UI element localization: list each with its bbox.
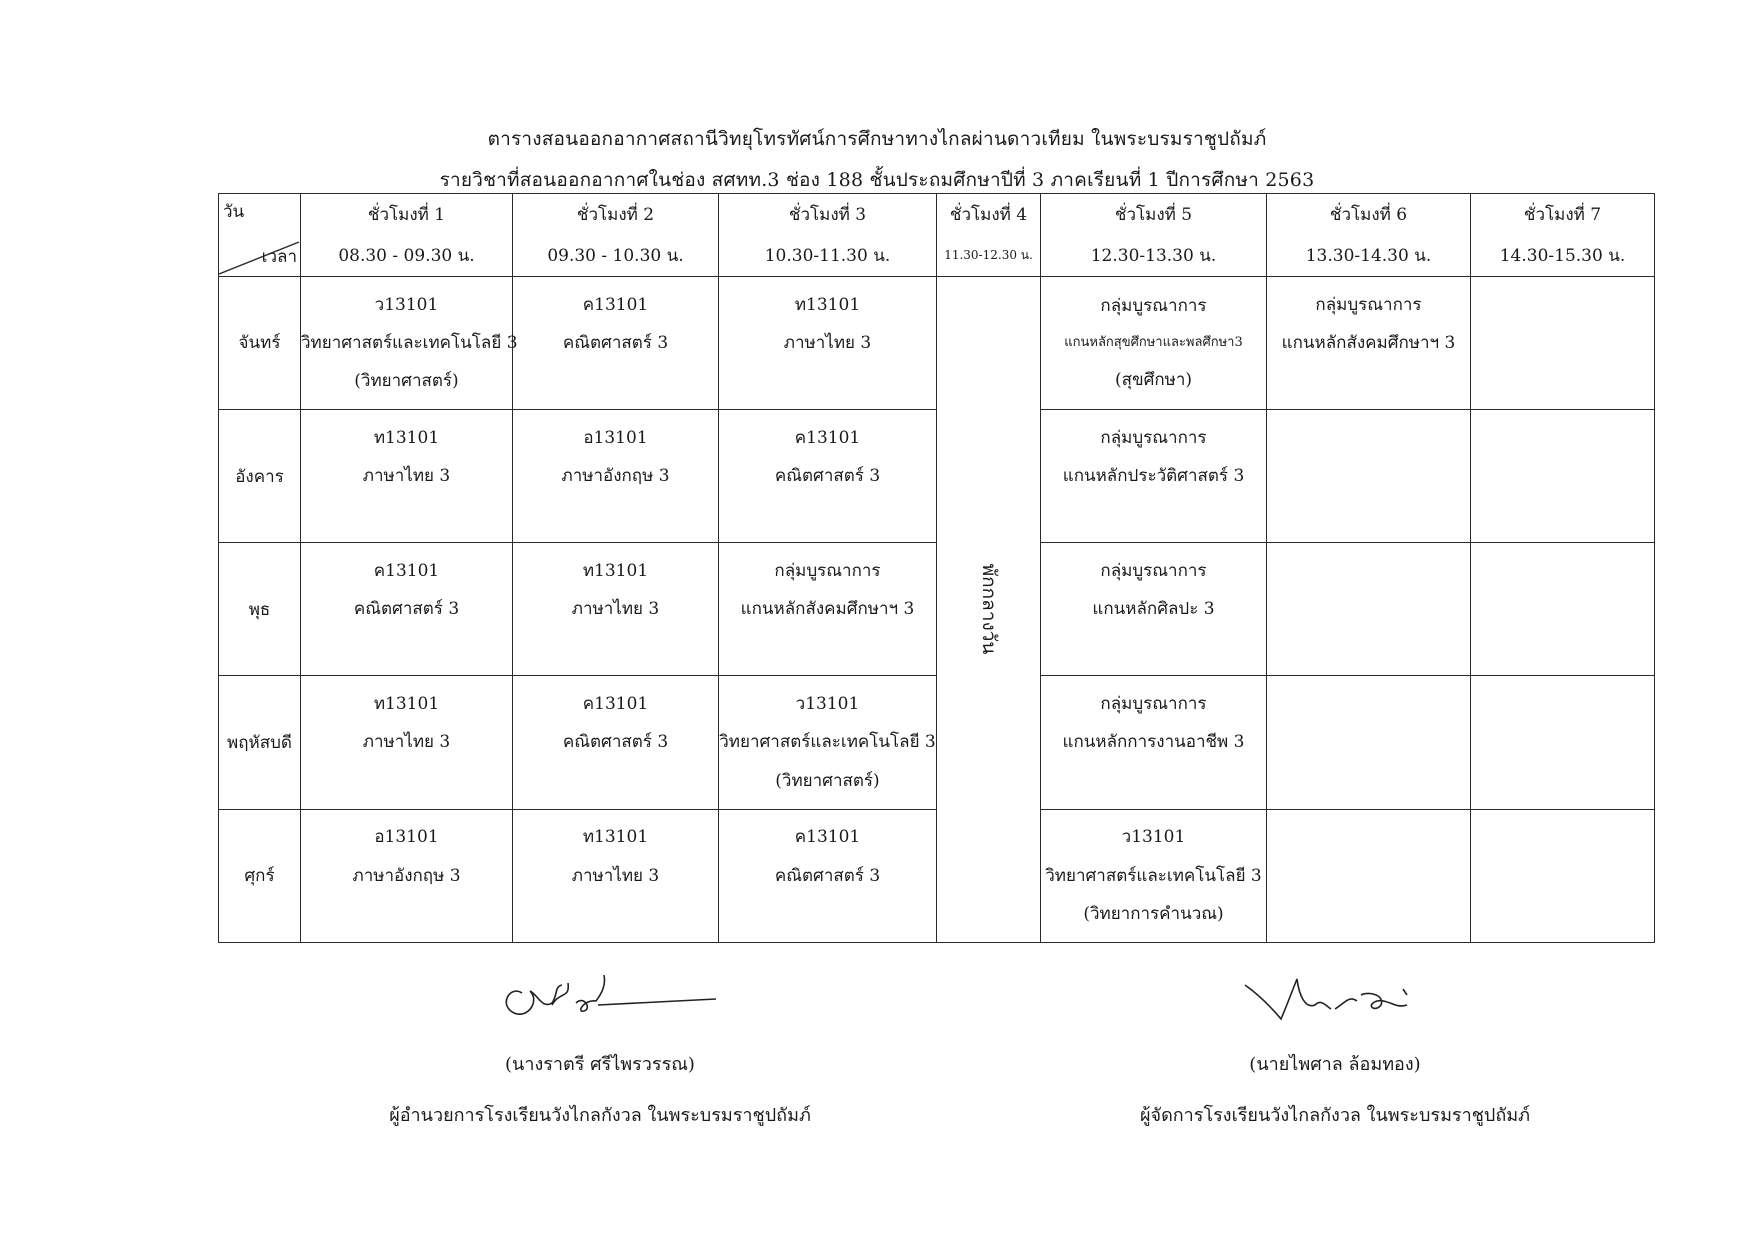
subject-name: คณิตศาสตร์ 3 — [562, 732, 669, 753]
signer-name: (นายไพศาล ล้อมทอง) — [1249, 1054, 1421, 1075]
empty-cell — [1267, 410, 1471, 543]
subject-name: ภาษาไทย 3 — [362, 732, 451, 753]
subject-note: (วิทยาศาสตร์) — [354, 370, 459, 391]
subject-code: ค13101 — [582, 694, 649, 715]
subject-note: (สุขศึกษา) — [1114, 369, 1193, 390]
subject-code: ค13101 — [373, 561, 440, 581]
subject-name: แกนหลักสังคมศึกษาฯ 3 — [740, 599, 915, 620]
period-7-label: ชั่วโมงที่ 7 — [1471, 194, 1655, 236]
class-cell — [1041, 809, 1267, 942]
period-4-time: 11.30-12.30 น. — [937, 236, 1041, 276]
subject-code: อ13101 — [374, 827, 439, 848]
signature-scribble — [480, 965, 720, 1035]
class-cell — [719, 543, 937, 676]
empty-cell — [1471, 676, 1655, 809]
subject-name: วิทยาศาสตร์และเทคโนโลยี 3 — [719, 732, 936, 753]
subject-code: กลุ่มบูรณาการ — [1100, 295, 1207, 316]
subject-code: ค13101 — [582, 294, 649, 315]
subject-name: แกนหลักสุขศึกษาและพลศึกษา3 — [1064, 335, 1243, 351]
class-cell — [513, 276, 719, 409]
subject-name: ภาษาไทย 3 — [571, 599, 660, 620]
subject-code: ว13101 — [1121, 827, 1186, 848]
class-cell — [301, 676, 513, 809]
subject-code: ท13101 — [373, 694, 440, 715]
subject-name: คณิตศาสตร์ 3 — [562, 332, 669, 353]
class-cell — [719, 676, 937, 809]
signature-block-director — [320, 965, 880, 1129]
subject-name: ภาษาไทย 3 — [783, 332, 872, 353]
class-cell — [719, 276, 937, 409]
subject-note: (วิทยาศาสตร์) — [775, 770, 880, 791]
period-3-time: 10.30-11.30 น. — [719, 236, 937, 276]
corner-day-label: วัน — [223, 202, 245, 222]
empty-cell — [1267, 676, 1471, 809]
subject-code: อ13101 — [583, 427, 648, 448]
day-label: จันทร์ — [219, 276, 301, 409]
subject-code: กลุ่มบูรณาการ — [1100, 694, 1207, 715]
period-2-time: 09.30 - 10.30 น. — [513, 236, 719, 276]
subject-name: ภาษาอังกฤษ 3 — [352, 865, 461, 886]
signature-block-manager — [1040, 965, 1630, 1129]
subject-code: ท13101 — [794, 294, 861, 315]
class-cell — [1041, 410, 1267, 543]
class-cell — [1041, 276, 1267, 409]
period-1-label: ชั่วโมงที่ 1 — [301, 194, 513, 236]
period-5-label: ชั่วโมงที่ 5 — [1041, 194, 1267, 236]
subject-code: กลุ่มบูรณาการ — [1100, 427, 1207, 448]
empty-cell — [1267, 543, 1471, 676]
signer-position: ผู้จัดการโรงเรียนวังไกลกังวล ในพระบรมราชูปถัมภ์ — [1140, 1105, 1530, 1126]
subject-note: (วิทยาการคำนวณ) — [1083, 903, 1224, 924]
subject-name: แกนหลักประวัติศาสตร์ 3 — [1062, 465, 1245, 486]
class-cell — [513, 543, 719, 676]
corner-cell — [219, 194, 301, 277]
subject-code: ท13101 — [373, 427, 440, 448]
subject-code: ท13101 — [582, 561, 649, 581]
signer-name: (นางราตรี ศรีไพรวรรณ) — [505, 1054, 695, 1075]
subject-code: กลุ่มบูรณาการ — [1315, 294, 1422, 315]
lunch-break-label: พักกลางวัน — [977, 563, 1000, 655]
period-7-time: 14.30-15.30 น. — [1471, 236, 1655, 276]
class-cell — [301, 543, 513, 676]
period-3-label: ชั่วโมงที่ 3 — [719, 194, 937, 236]
class-cell — [719, 809, 937, 942]
class-cell — [1041, 543, 1267, 676]
signer-position: ผู้อำนวยการโรงเรียนวังไกลกังวล ในพระบรมราชูปถัมภ์ — [389, 1105, 811, 1126]
day-label: อังคาร — [219, 410, 301, 543]
signature-scribble — [1235, 965, 1435, 1035]
subject-code: ว13101 — [374, 294, 439, 315]
subject-name: วิทยาศาสตร์และเทคโนโลยี 3 — [301, 332, 518, 353]
class-cell — [1267, 276, 1471, 409]
subject-code: ค13101 — [794, 427, 861, 448]
corner-time-label: เวลา — [261, 246, 297, 267]
class-cell — [301, 410, 513, 543]
page-subtitle: รายวิชาที่สอนออกอากาศในช่อง สศทท.3 ช่อง 188 ชั้นประถมศึกษาปีที่ 3 ภาคเรียนที่ 1 ปีการศึกษา 2563 — [439, 169, 1315, 191]
class-cell — [513, 410, 719, 543]
day-label: พุธ — [219, 543, 301, 676]
class-cell — [513, 676, 719, 809]
subject-code: กลุ่มบูรณาการ — [774, 561, 881, 581]
day-label: พฤหัสบดี — [219, 676, 301, 809]
subject-name: แกนหลักศิลปะ 3 — [1092, 599, 1215, 620]
subject-name: แกนหลักการงานอาชีพ 3 — [1062, 732, 1245, 753]
empty-cell — [1267, 809, 1471, 942]
subject-name: คณิตศาสตร์ 3 — [774, 865, 881, 886]
subject-name: แกนหลักสังคมศึกษาฯ 3 — [1281, 332, 1456, 353]
day-row-monday — [219, 276, 1655, 409]
class-cell — [513, 809, 719, 942]
subject-code: ท13101 — [582, 827, 649, 848]
day-label: ศุกร์ — [219, 809, 301, 942]
subject-name: ภาษาอังกฤษ 3 — [561, 465, 670, 486]
subject-name: คณิตศาสตร์ 3 — [774, 465, 881, 486]
class-cell — [1041, 676, 1267, 809]
period-6-time: 13.30-14.30 น. — [1267, 236, 1471, 276]
empty-cell — [1471, 809, 1655, 942]
schedule-table — [218, 193, 1655, 943]
subject-name: คณิตศาสตร์ 3 — [353, 599, 460, 620]
header-row-times — [219, 236, 1655, 276]
period-4-label: ชั่วโมงที่ 4 — [937, 194, 1041, 236]
subject-code: ว13101 — [795, 694, 860, 715]
lunch-break-cell — [937, 276, 1041, 942]
empty-cell — [1471, 276, 1655, 409]
period-1-time: 08.30 - 09.30 น. — [301, 236, 513, 276]
period-6-label: ชั่วโมงที่ 6 — [1267, 194, 1471, 236]
class-cell — [301, 276, 518, 409]
period-5-time: 12.30-13.30 น. — [1041, 236, 1267, 276]
empty-cell — [1471, 410, 1655, 543]
empty-cell — [1471, 543, 1655, 676]
period-2-label: ชั่วโมงที่ 2 — [513, 194, 719, 236]
subject-code: ค13101 — [794, 827, 861, 848]
subject-name: วิทยาศาสตร์และเทคโนโลยี 3 — [1045, 865, 1262, 886]
subject-name: ภาษาไทย 3 — [571, 865, 660, 886]
class-cell — [301, 809, 513, 942]
subject-code: กลุ่มบูรณาการ — [1100, 561, 1207, 581]
header-row-periods — [219, 194, 1655, 236]
class-cell — [719, 410, 937, 543]
subject-name: ภาษาไทย 3 — [362, 465, 451, 486]
page-title: ตารางสอนออกอากาศสถานีวิทยุโทรทัศน์การศึกษาทางไกลผ่านดาวเทียม ในพระบรมราชูปถัมภ์ — [487, 128, 1267, 150]
